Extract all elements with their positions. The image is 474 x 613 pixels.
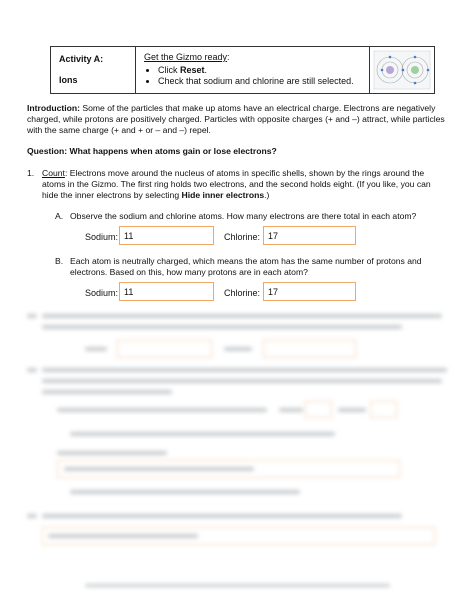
q1a-text: Observe the sodium and chlorine atoms. How many electrons are there total in each atom? — [70, 211, 417, 221]
q1b-letter: B. — [55, 256, 64, 266]
blurred-footer — [85, 584, 390, 587]
blurred-text — [338, 408, 366, 412]
blurred-answer-box[interactable] — [117, 340, 212, 358]
blurred-text — [42, 514, 402, 518]
gizmo-thumbnail — [370, 47, 434, 93]
q1b-text: Each atom is neutrally charged, which means the atom has the same number of protons and electrons. Based on this, how many protons are in each atom? — [70, 256, 422, 277]
blurred-answer-box[interactable] — [305, 401, 332, 418]
atom-diagram-icon — [370, 47, 434, 93]
sodium-label: Sodium: — [85, 288, 119, 298]
blurred-text — [27, 514, 37, 518]
blurred-text — [27, 368, 37, 372]
activity-topic: Ions — [59, 75, 78, 85]
intro-label: Introduction: — [27, 103, 80, 113]
blurred-text — [42, 390, 172, 394]
blurred-text — [64, 467, 254, 471]
get-ready-heading: Get the Gizmo ready — [144, 52, 228, 62]
q1-text — [42, 168, 447, 201]
blurred-answer-box[interactable] — [370, 401, 397, 418]
blurred-text — [70, 432, 335, 436]
blurred-text — [224, 347, 252, 351]
q1-number: 1. — [27, 168, 35, 178]
get-ready-colon: : — [227, 52, 230, 62]
step-text: . — [204, 65, 208, 75]
blurred-text — [42, 379, 442, 383]
activity-header-table — [50, 46, 435, 94]
sodium-electrons-input[interactable]: 11 — [119, 226, 214, 245]
chlorine-label: Chlorine: — [224, 288, 261, 298]
blurred-answer-box[interactable] — [263, 340, 356, 358]
blurred-text — [85, 347, 107, 351]
introduction-paragraph — [27, 103, 447, 136]
blurred-text — [57, 408, 267, 412]
blurred-text — [42, 325, 402, 329]
sodium-label: Sodium: — [85, 232, 119, 242]
reset-keyword: Reset — [180, 65, 205, 75]
blurred-text — [57, 451, 167, 455]
chlorine-electrons-input[interactable]: 17 — [263, 226, 356, 245]
activity-cell — [51, 47, 136, 93]
sodium-protons-input[interactable]: 11 — [119, 282, 214, 301]
q1a-letter: A. — [55, 211, 64, 221]
activity-label: Activity A: — [59, 54, 104, 64]
intro-text: Some of the particles that make up atoms have an electrical charge. Electrons are negatively charged, while protons are positively charged. Particles with opposite charges (+ and –) attract, while particles with the same charge (+ and + or – and –) repel. — [27, 103, 445, 135]
blurred-text — [70, 490, 300, 494]
q1-end: .) — [264, 190, 270, 200]
gizmo-instructions-cell — [136, 47, 370, 93]
gizmo-step: • Check that sodium and chlorine are still selected. — [158, 76, 369, 86]
blurred-text — [48, 534, 198, 538]
gizmo-step — [158, 65, 369, 75]
hide-inner-electrons-keyword: Hide inner electrons — [181, 190, 265, 200]
blurred-text — [279, 408, 303, 412]
count-label: Count — [42, 168, 65, 178]
step-text: Click — [158, 65, 180, 75]
chlorine-protons-input[interactable]: 17 — [263, 282, 356, 301]
blurred-text — [42, 368, 447, 372]
chlorine-label: Chlorine: — [224, 232, 261, 242]
blurred-text — [27, 314, 37, 318]
gizmo-steps — [144, 65, 369, 86]
question-heading: Question: What happens when atoms gain or lose electrons? — [27, 146, 277, 156]
q1-body: : Electrons move around the nucleus of atoms in specific shells, shown by the rings around the atoms in the Gizmo. The first ring holds two electrons, and the second holds eight. (If you like, you can hide the inner electrons by selecting — [42, 168, 431, 200]
blurred-text — [42, 314, 442, 318]
